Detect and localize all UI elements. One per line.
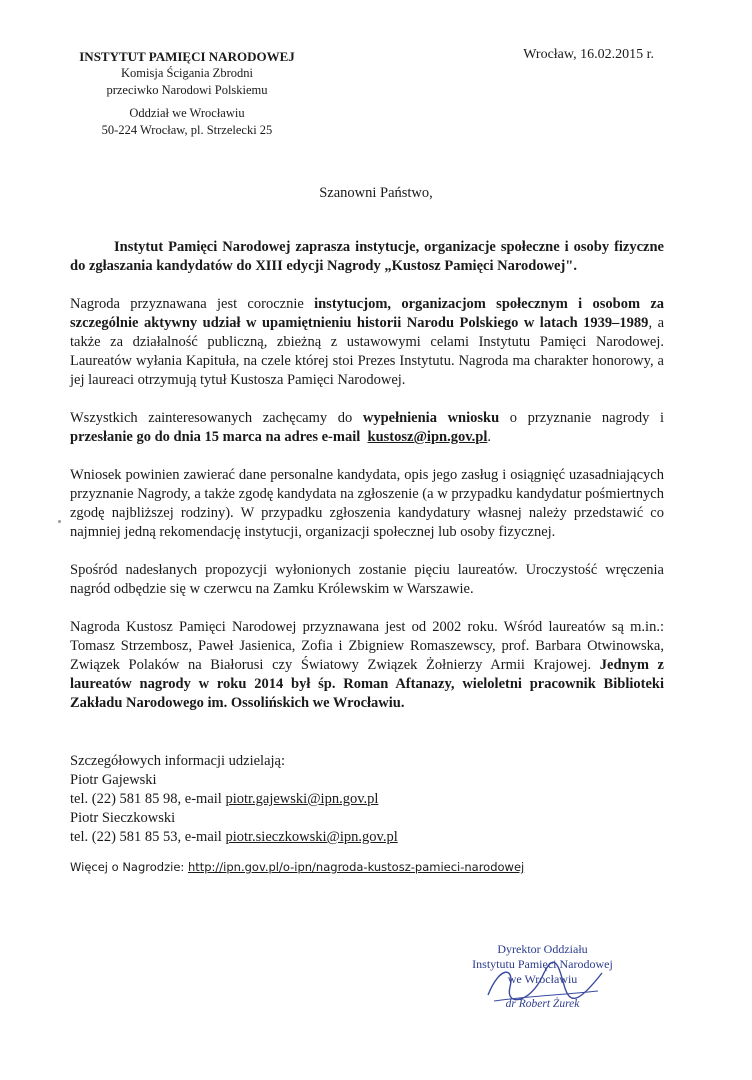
branch-name: Oddział we Wrocławiu — [129, 106, 245, 120]
letter-body — [70, 238, 664, 732]
commission-line-1: Komisja Ścigania Zbrodni — [121, 66, 253, 80]
contact-1-details — [70, 790, 398, 809]
award-info-link[interactable]: http://ipn.gov.pl/o-ipn/nagroda-kustosz-pamieci-narodowej — [187, 860, 525, 874]
stamp-line-2: Instytutu Pamięci Narodowej — [472, 957, 613, 971]
more-info-label: Więcej o Nagrodzie: — [70, 860, 188, 874]
contact-2-phone: tel. (22) 581 85 53, e-mail — [70, 829, 226, 845]
letter-date: Wrocław, 16.02.2015 r. — [523, 47, 654, 62]
paragraph-application — [70, 409, 664, 447]
institution-name: INSTYTUT PAMIĘCI NARODOWEJ — [79, 49, 295, 64]
paragraph-laureates-ceremony: Spośród nadesłanych propozycji wyłonionych zostanie pięciu laureatów. Uroczystość wręczenia nagród odbędzie się w czerwcu na Zamku Królewskim w Warszawie. — [70, 562, 664, 597]
stamp-line-3: we Wrocławiu — [507, 972, 578, 986]
salutation: Szanowni Państwo, — [319, 185, 433, 201]
para2-text-3: . — [487, 429, 492, 445]
intro-paragraph — [70, 238, 664, 276]
paragraph-history — [70, 618, 664, 713]
director-stamp — [455, 942, 630, 1012]
para2-text-1: Wszystkich zainteresowanych zachęcamy do — [70, 410, 363, 426]
kustosz-email-link[interactable]: kustosz@ipn.gov.pl — [367, 429, 488, 445]
stamp-signer: dr Robert Żurek — [505, 998, 580, 1010]
para2-bold-1: wypełnienia wniosku — [362, 410, 500, 426]
para2-text-2: o przyznanie nagrody i — [499, 410, 664, 426]
contact-1-name: Piotr Gajewski — [70, 772, 157, 788]
contacts-block — [70, 752, 398, 847]
contacts-heading: Szczegółowych informacji udzielają: — [70, 753, 285, 769]
contact-2-details — [70, 828, 398, 847]
para1-bold-1: instytucjom, organizacjom społecznym i osobom za szczególnie aktywny udział w upamiętnieniu historii Narodu Polskiego w latach 1939–1989 — [70, 296, 665, 331]
contact-2-name: Piotr Sieczkowski — [70, 810, 176, 826]
commission-line-2: przeciwko Narodowi Polskiemu — [106, 83, 268, 97]
contact-1-phone: tel. (22) 581 85 98, e-mail — [70, 791, 226, 807]
para5-bold-1: Jednym z laureatów nagrody w roku 2014 był śp. Roman Aftanazy, wieloletni pracownik Biblioteki Zakładu Narodowego im. Ossolińskich we Wrocławiu. — [70, 657, 664, 711]
branch-address: 50-224 Wrocław, pl. Strzelecki 25 — [101, 123, 273, 137]
letterhead — [52, 48, 322, 139]
para1-text-2: , a także za działalność publiczną, zbieżną z ustawowymi celami Instytutu Pamięci Narodowej. Laureatów wyłania Kapituła, na czele której stoi Prezes Instytutu. Nagroda ma charakter honorowy, a jej laureaci otrzymują tytuł Kustosza Pamięci Narodowej. — [70, 315, 665, 388]
scan-artifact-dot — [58, 520, 61, 523]
stamp-line-1: Dyrektor Oddziału — [497, 942, 588, 956]
intro-text: Instytut Pamięci Narodowej zaprasza instytucje, organizacje społeczne i osoby fizyczne do zgłaszania kandydatów do XIII edycji Nagrody „Kustosz Pamięci Narodowej". — [70, 239, 664, 274]
para5-text-1: Nagroda Kustosz Pamięci Narodowej przyznawana jest od 2002 roku. Wśród laureatów są m.in.: Tomasz Strzembosz, Paweł Jasienica, Zofia i Zbigniew Romaszewscy, prof. Barbara Otwinowska, Związek Polaków na Białorusi czy Światowy Związek Żołnierzy Armii Krajowej. — [70, 619, 664, 673]
para2-bold-2: przesłanie go do dnia 15 marca na adres e-mail — [70, 429, 361, 445]
paragraph-requirements: Wniosek powinien zawierać dane personalne kandydata, opis jego zasług i osiągnięć uzasadniających przyznanie Nagrody, a także zgodę kandydata na zgłoszenie (a w przypadku kandydatur pośmiertnych zgodę najbliższej rodziny). W przypadku zgłoszenia kandydatury własnej należy przedstawić co najmniej jedną rekomendację instytucji, organizacji społecznej lub osoby fizycznej. — [70, 467, 664, 540]
para1-text-1: Nagroda przyznawana jest corocznie — [70, 296, 315, 312]
paragraph-award-description — [70, 295, 664, 390]
more-info-line — [70, 860, 524, 874]
contact-1-email-link[interactable]: piotr.gajewski@ipn.gov.pl — [225, 791, 379, 807]
contact-2-email-link[interactable]: piotr.sieczkowski@ipn.gov.pl — [225, 829, 398, 845]
